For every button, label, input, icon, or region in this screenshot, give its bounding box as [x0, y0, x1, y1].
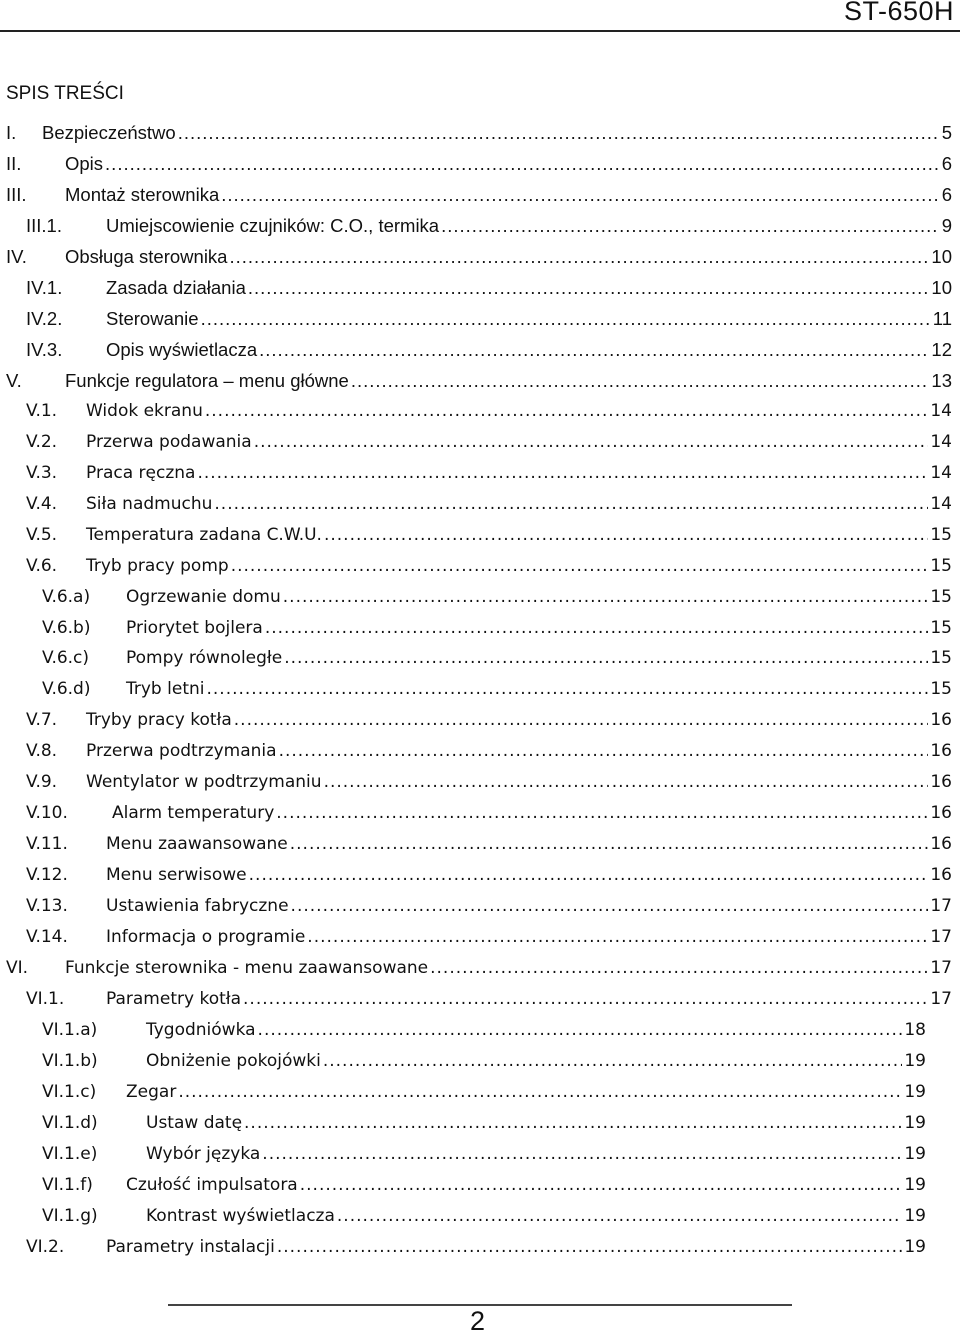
toc-entry[interactable]	[26, 710, 952, 740]
toc-entry-number: IV.	[6, 245, 27, 267]
toc-entry-number: V.6.b)	[42, 617, 91, 638]
toc-entry-number: VI.1.e)	[42, 1144, 98, 1164]
toc-entry-title: Czułość impulsatora	[126, 1174, 298, 1195]
toc-entry-page: 15	[930, 648, 952, 669]
header-rule	[0, 30, 960, 32]
toc-entry[interactable]	[42, 648, 952, 678]
toc-entry-number: VI.2.	[26, 1236, 65, 1257]
toc-dot-leader	[254, 432, 929, 452]
toc-entry-title: Praca ręczna	[86, 462, 196, 483]
toc-entry-page: 13	[931, 369, 952, 391]
toc-entry-title: Pompy równoległe	[126, 648, 283, 669]
toc-entry-number: II.	[6, 152, 22, 174]
toc-entry-number: V.2.	[26, 431, 58, 452]
toc-entry-number: VI.1.d)	[42, 1113, 98, 1134]
toc-entry-number: V.6.c)	[42, 648, 90, 669]
toc-entry-title: Wentylator w podtrzymaniu	[86, 772, 322, 793]
toc-entry-page: 15	[930, 617, 952, 638]
toc-entry-title: Zasada działania	[106, 276, 246, 298]
toc-entry[interactable]	[26, 308, 952, 338]
toc-dot-leader	[262, 1144, 902, 1164]
toc-entry[interactable]	[42, 587, 952, 617]
toc-entry-number: V.6.a)	[42, 586, 91, 607]
toc-dot-leader	[324, 525, 928, 545]
toc-entry-page: 14	[930, 431, 952, 452]
toc-entry-number: V.1.	[26, 400, 58, 421]
toc-entry-number: III.1.	[26, 214, 62, 236]
toc-entry[interactable]	[42, 679, 952, 709]
toc-entry-page: 10	[931, 276, 952, 298]
toc-entry-page: 17	[930, 958, 952, 979]
toc-dot-leader	[259, 339, 929, 361]
toc-dot-leader	[441, 215, 940, 237]
toc-entry-number: V.7.	[26, 710, 58, 731]
toc-dot-leader	[351, 370, 930, 392]
toc-dot-leader	[249, 865, 929, 885]
toc-entry-page: 9	[941, 214, 952, 236]
toc-entry[interactable]	[26, 432, 952, 462]
toc-entry-page: 6	[941, 152, 952, 174]
toc-entry[interactable]	[6, 122, 952, 152]
toc-dot-leader	[206, 679, 928, 699]
toc-entry-page: 19	[904, 1205, 926, 1226]
toc-entry-page: 18	[904, 1020, 926, 1041]
toc-entry-page: 19	[904, 1051, 926, 1072]
toc-entry-title: Obniżenie pokojówki	[146, 1051, 321, 1072]
toc-entry-number: V.9.	[26, 772, 58, 793]
toc-dot-leader	[258, 1020, 903, 1040]
toc-entry-number: IV.3.	[26, 338, 63, 360]
toc-dot-leader	[283, 587, 929, 607]
toc-entry-page: 17	[930, 989, 952, 1010]
toc-entry[interactable]	[26, 277, 952, 307]
toc-entry-number: V.3.	[26, 462, 58, 483]
toc-entry-page: 19	[904, 1174, 926, 1195]
toc-entry-title: Ustaw datę	[146, 1113, 243, 1134]
toc-entry-page: 19	[904, 1144, 926, 1164]
toc-entry-page: 15	[930, 524, 952, 545]
toc-entry[interactable]	[26, 927, 952, 957]
toc-entry[interactable]	[42, 1206, 926, 1236]
toc-entry-page: 15	[930, 679, 952, 700]
toc-entry-number: V.11.	[26, 834, 68, 855]
toc-dot-leader	[265, 618, 929, 638]
toc-entry-page: 15	[930, 555, 952, 576]
toc-entry-number: V.6.	[26, 555, 58, 576]
toc-entry[interactable]	[26, 525, 952, 555]
toc-entry-page: 16	[930, 834, 952, 855]
toc-entry[interactable]	[26, 401, 952, 431]
toc-entry-number: VI.1.f)	[42, 1174, 93, 1195]
toc-entry-page: 16	[930, 803, 952, 824]
toc-dot-leader	[307, 927, 928, 947]
toc-entry-number: VI.1.a)	[42, 1020, 98, 1041]
toc-entry-title: Tygodniówka	[146, 1020, 256, 1041]
toc-entry-title: Opis	[65, 152, 104, 174]
toc-entry-title: Zegar	[126, 1082, 177, 1103]
toc-entry-page: 19	[904, 1236, 926, 1257]
toc-entry-title: Widok ekranu	[86, 400, 203, 421]
toc-dot-leader	[178, 1082, 902, 1102]
toc-entry[interactable]	[42, 618, 952, 648]
toc-entry[interactable]	[42, 1051, 926, 1081]
toc-entry[interactable]	[26, 834, 952, 864]
toc-dot-leader	[291, 896, 929, 916]
toc-entry-title: Ogrzewanie domu	[126, 586, 281, 607]
toc-entry[interactable]	[26, 494, 952, 524]
toc-entry[interactable]	[42, 1020, 926, 1050]
toc-entry-page: 16	[930, 865, 952, 886]
toc-entry-title: Przerwa podtrzymania	[86, 741, 277, 762]
toc-entry[interactable]	[6, 153, 952, 183]
toc-entry-page: 19	[904, 1082, 926, 1103]
toc-entry-number: VI.	[6, 958, 29, 979]
toc-entry-page: 14	[930, 462, 952, 483]
toc-entry-title: Parametry kotła	[106, 989, 242, 1010]
toc-entry[interactable]	[26, 989, 952, 1019]
toc-entry-number: V.5.	[26, 524, 58, 545]
toc-entry-title: Przerwa podawania	[86, 431, 252, 452]
toc-entry-title: Menu serwisowe	[106, 865, 247, 886]
toc-entry-number: V.13.	[26, 896, 68, 917]
toc-entry-page: 19	[904, 1113, 926, 1134]
toc-dot-leader	[337, 1206, 902, 1226]
toc-entry[interactable]	[42, 1113, 926, 1143]
toc-dot-leader	[300, 1175, 903, 1195]
toc-entry-title: Opis wyświetlacza	[106, 338, 258, 360]
toc-entry-number: IV.2.	[26, 307, 63, 329]
toc-dot-leader	[214, 494, 928, 514]
toc-dot-leader	[229, 246, 929, 268]
toc-entry-page: 6	[941, 183, 952, 205]
toc-entry-page: 16	[930, 741, 952, 762]
toc-entry-title: Priorytet bojlera	[126, 617, 263, 638]
toc-entry-title: Tryb letni	[126, 679, 205, 700]
toc-dot-leader	[197, 463, 928, 483]
toc-entry[interactable]	[6, 958, 952, 988]
toc-entry-number: VI.1.b)	[42, 1051, 98, 1072]
toc-entry-number: V.10.	[26, 803, 68, 824]
toc-dot-leader	[221, 184, 939, 206]
toc-entry[interactable]	[6, 184, 952, 214]
toc-dot-leader	[105, 153, 940, 175]
toc-dot-leader	[178, 122, 940, 144]
toc-entry[interactable]	[26, 896, 952, 926]
toc-dot-leader	[290, 834, 929, 854]
toc-entry[interactable]	[26, 1237, 926, 1267]
toc-entry-title: Temperatura zadana C.W.U.	[86, 524, 322, 545]
toc-entry-number: VI.1.c)	[42, 1082, 97, 1103]
toc-entry[interactable]	[6, 246, 952, 276]
toc-entry[interactable]	[42, 1144, 926, 1174]
toc-entry-page: 5	[941, 122, 952, 143]
document-code: ST-650H	[843, 0, 954, 26]
toc-dot-leader	[323, 1051, 903, 1071]
toc-heading: SPIS TREŚCI	[6, 83, 124, 104]
toc-dot-leader	[244, 1113, 902, 1133]
toc-entry-title: Obsługa sterownika	[65, 245, 228, 267]
toc-dot-leader	[279, 741, 929, 761]
toc-entry[interactable]	[6, 370, 952, 400]
toc-entry-number: V.4.	[26, 493, 58, 514]
toc-entry[interactable]	[26, 463, 952, 493]
toc-entry[interactable]	[26, 339, 952, 369]
toc-entry-number: IV.1.	[26, 276, 63, 298]
toc-entry-number: V.	[6, 369, 22, 391]
toc-entry-page: 11	[932, 307, 952, 329]
toc-entry-title: Alarm temperatury	[112, 803, 275, 824]
toc-entry-title: Tryby pracy kotła	[86, 710, 232, 731]
toc-entry-number: V.12.	[26, 865, 68, 886]
toc-entry-page: 14	[930, 493, 952, 514]
toc-entry-page: 12	[931, 338, 952, 360]
toc-entry-page: 17	[930, 927, 952, 948]
toc-entry-page: 14	[930, 400, 952, 421]
toc-entry[interactable]	[26, 865, 952, 895]
toc-dot-leader	[277, 1237, 903, 1257]
toc-entry-page: 17	[930, 896, 952, 917]
toc-dot-leader	[243, 989, 928, 1009]
toc-entry-number: VI.1.g)	[42, 1205, 98, 1226]
toc-dot-leader	[324, 772, 929, 792]
toc-entry-title: Informacja o programie	[106, 927, 306, 948]
toc-entry-title: Tryb pracy pomp	[86, 555, 229, 576]
toc-entry-title: Funkcje sterownika - menu zaawansowane	[65, 958, 429, 979]
toc-entry-number: I.	[6, 122, 17, 143]
toc-entry-title: Sterowanie	[106, 307, 199, 329]
toc-entry[interactable]	[26, 741, 952, 771]
toc-dot-leader	[205, 401, 929, 421]
toc-dot-leader	[201, 308, 931, 330]
toc-entry-title: Parametry instalacji	[106, 1236, 275, 1257]
toc-dot-leader	[276, 803, 928, 823]
toc-entry[interactable]	[42, 1082, 926, 1112]
page-number: 2	[470, 1306, 486, 1336]
toc-entry-number: V.8.	[26, 741, 58, 762]
toc-entry[interactable]	[26, 556, 952, 586]
toc-entry-title: Bezpieczeństwo	[42, 122, 176, 143]
toc-entry-title: Funkcje regulatora – menu główne	[65, 369, 349, 391]
toc-entry-number: V.14.	[26, 927, 68, 948]
toc-dot-leader	[248, 277, 930, 299]
toc-entry-title: Montaż sterownika	[65, 183, 220, 205]
toc-entry-title: Siła nadmuchu	[86, 493, 213, 514]
toc-dot-leader	[234, 710, 929, 730]
toc-dot-leader	[430, 958, 928, 978]
toc-entry-title: Umiejscowienie czujników: C.O., termika	[106, 214, 440, 236]
toc-entry[interactable]	[42, 1175, 926, 1205]
toc-entry-title: Wybór języka	[146, 1144, 261, 1164]
toc-entry-page: 16	[930, 710, 952, 731]
toc-entry-page: 10	[931, 245, 952, 267]
toc-entry-title: Menu zaawansowane	[106, 834, 288, 855]
toc-entry-page: 15	[930, 586, 952, 607]
toc-entry[interactable]	[26, 803, 952, 833]
toc-entry-number: V.6.d)	[42, 679, 91, 700]
toc-dot-leader	[231, 556, 929, 576]
toc-entry-number: III.	[6, 183, 27, 205]
toc-entry-title: Kontrast wyświetlacza	[146, 1205, 335, 1226]
toc-entry[interactable]	[26, 772, 952, 802]
toc-entry-number: VI.1.	[26, 989, 65, 1010]
toc-entry-title: Ustawienia fabryczne	[106, 896, 289, 917]
toc-entry[interactable]	[26, 215, 952, 245]
toc-entry-page: 16	[930, 772, 952, 793]
toc-dot-leader	[284, 648, 928, 668]
